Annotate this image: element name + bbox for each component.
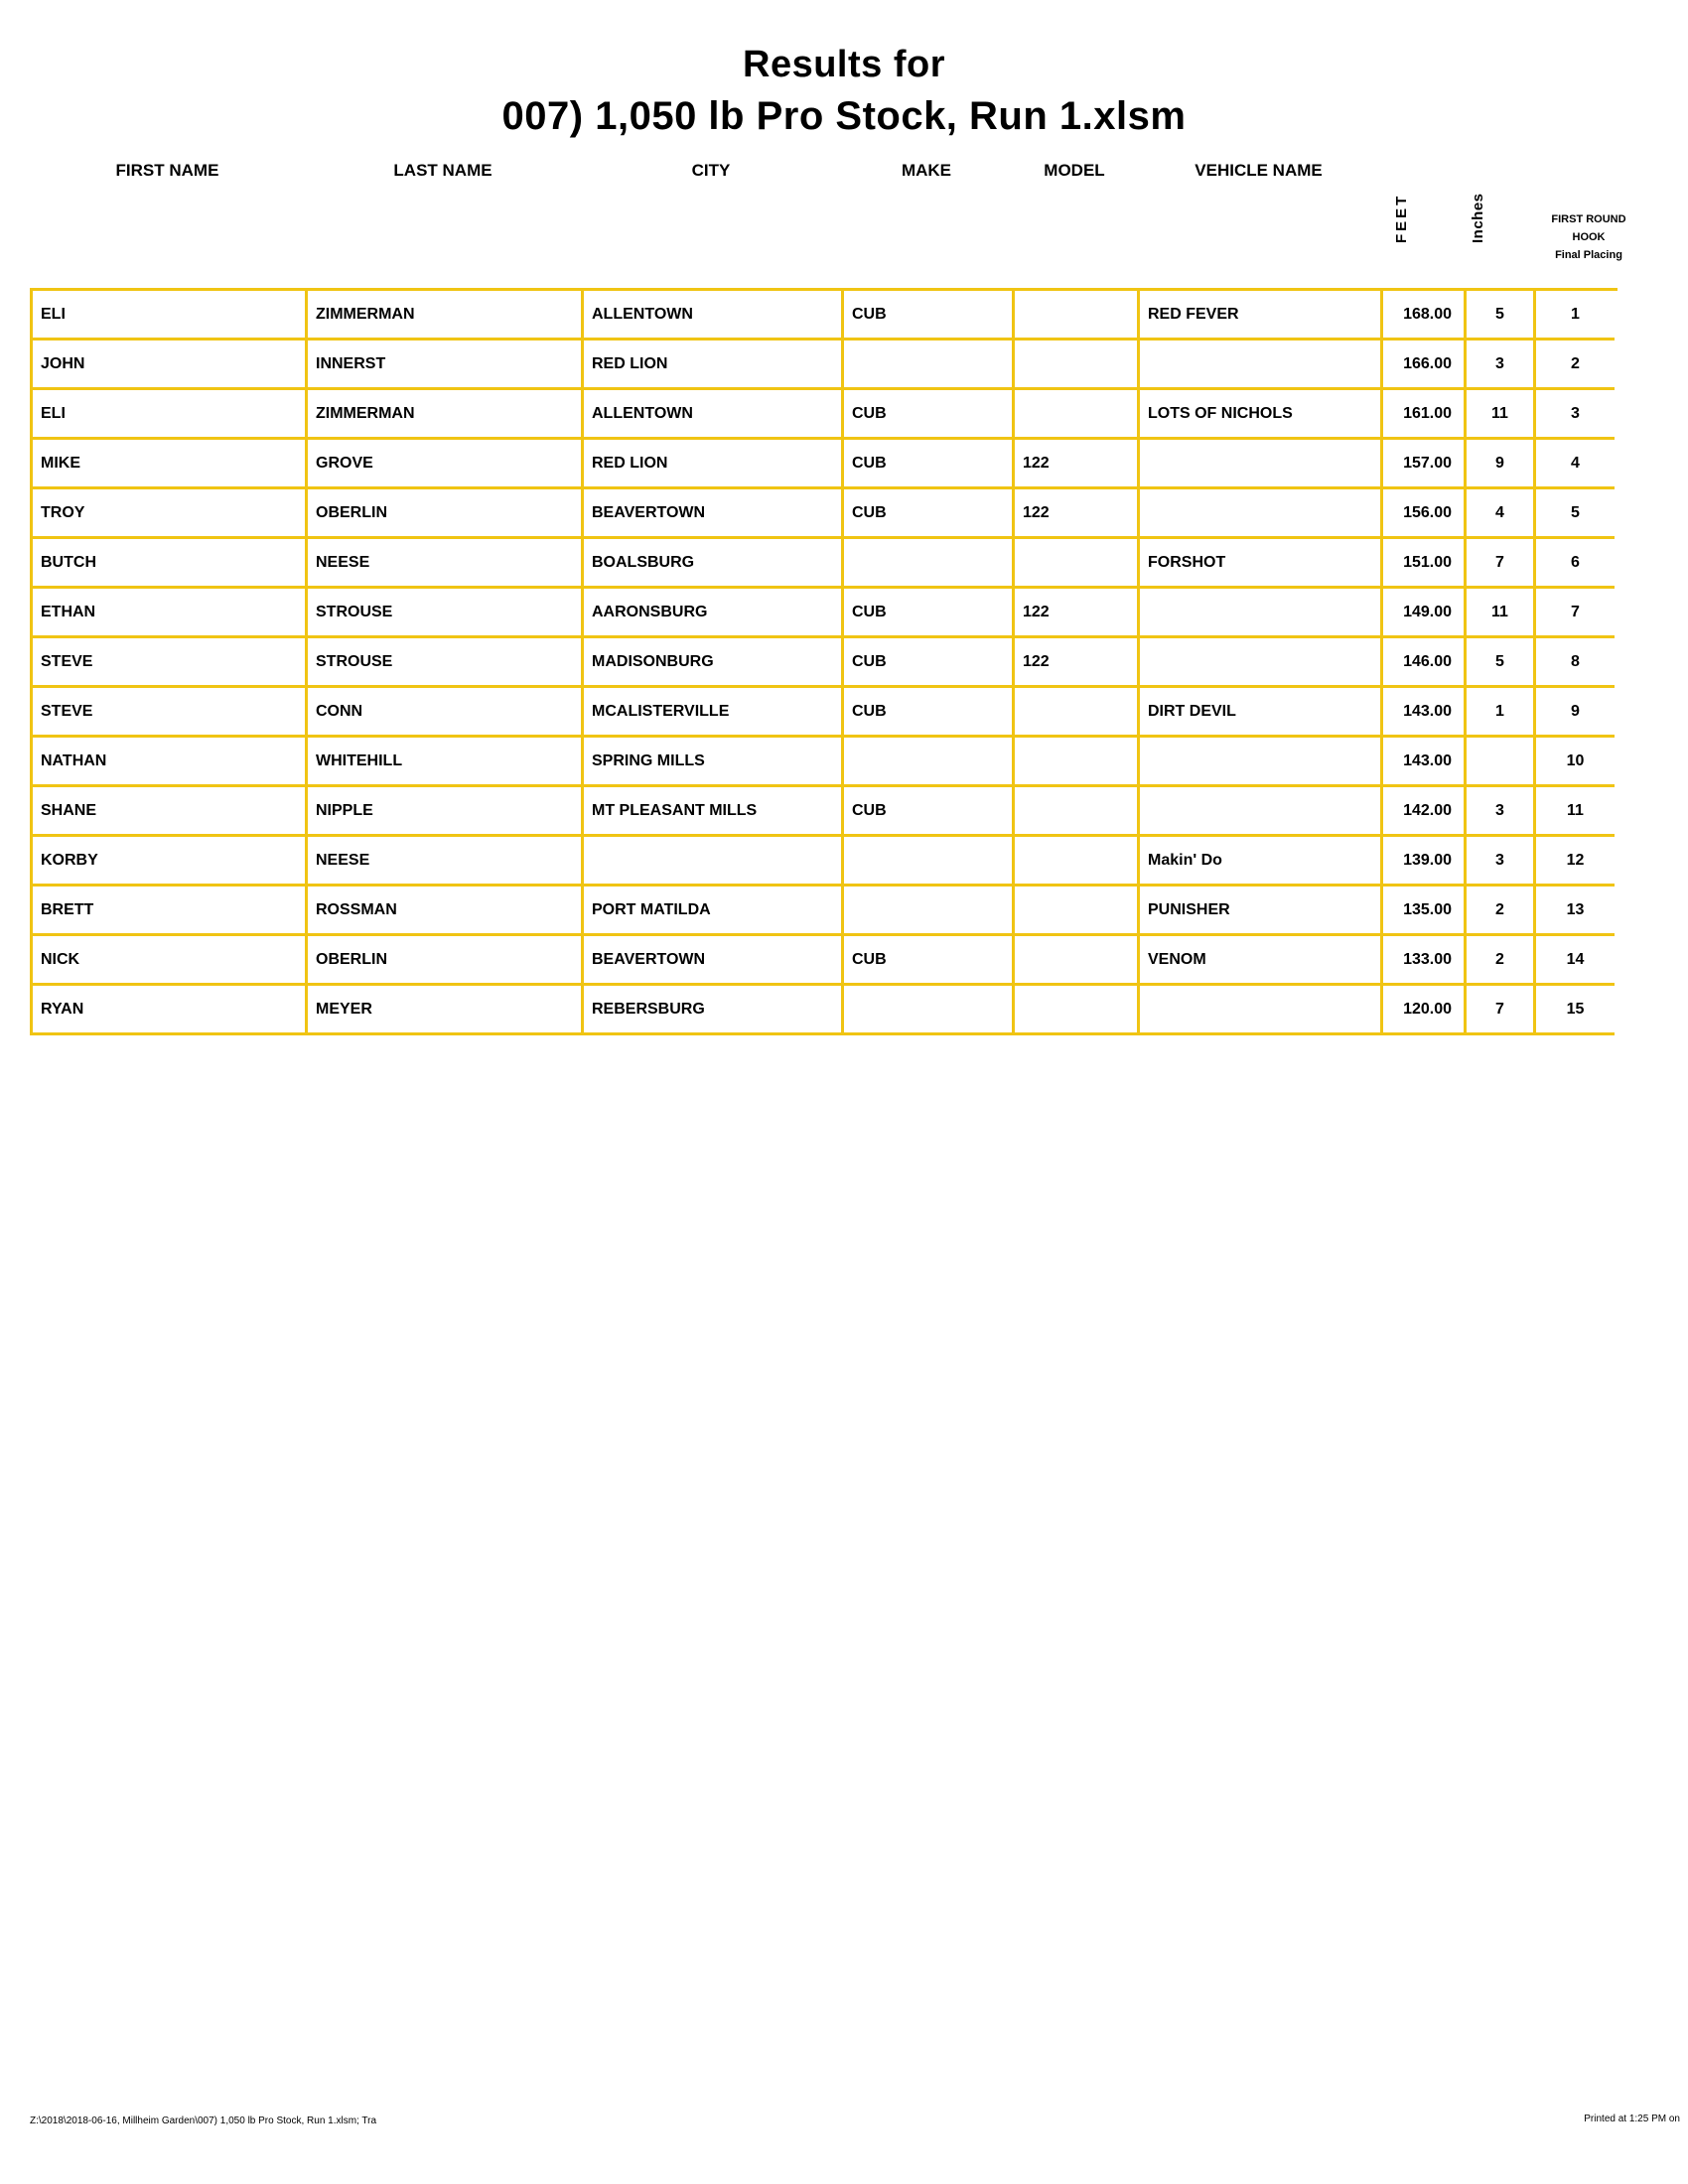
table-cell-city: BEAVERTOWN — [581, 936, 841, 986]
table-cell-vehicle_name — [1137, 440, 1380, 489]
table-cell-city: RED LION — [581, 341, 841, 390]
table-cell-vehicle_name: VENOM — [1137, 936, 1380, 986]
table-cell-inches: 11 — [1464, 589, 1533, 638]
table-cell-vehicle_name — [1137, 638, 1380, 688]
page-title — [0, 44, 1688, 139]
table-cell-make: CUB — [841, 489, 1012, 539]
table-cell-first_name: MIKE — [30, 440, 305, 489]
results-table — [30, 288, 1618, 1035]
table-cell-city: ALLENTOWN — [581, 390, 841, 440]
table-cell-model — [1012, 787, 1137, 837]
table-cell-city: ALLENTOWN — [581, 291, 841, 341]
table-cell-feet: 168.00 — [1380, 291, 1464, 341]
table-cell-feet: 151.00 — [1380, 539, 1464, 589]
table-cell-vehicle_name — [1137, 787, 1380, 837]
table-cell-city: MADISONBURG — [581, 638, 841, 688]
table-cell-make — [841, 341, 1012, 390]
footer-file-path: Z:\2018\2018-06-16, Millheim Garden\007) 1,050 lb Pro Stock, Run 1.xlsm; Tra — [30, 2116, 377, 2126]
table-cell-final_placing: 8 — [1533, 638, 1615, 688]
table-cell-inches: 3 — [1464, 341, 1533, 390]
table-cell-model — [1012, 936, 1137, 986]
table-cell-final_placing: 14 — [1533, 936, 1615, 986]
table-cell-inches: 4 — [1464, 489, 1533, 539]
title-line-2: 007) 1,050 lb Pro Stock, Run 1.xlsm — [501, 94, 1187, 138]
table-cell-final_placing: 15 — [1533, 986, 1615, 1035]
table-cell-final_placing: 13 — [1533, 887, 1615, 936]
table-cell-inches: 5 — [1464, 291, 1533, 341]
table-cell-vehicle_name: PUNISHER — [1137, 887, 1380, 936]
table-cell-last_name: ZIMMERMAN — [305, 390, 581, 440]
table-cell-city: MCALISTERVILLE — [581, 688, 841, 738]
table-cell-model: 122 — [1012, 489, 1137, 539]
table-cell-feet: 143.00 — [1380, 688, 1464, 738]
table-cell-first_name: NICK — [30, 936, 305, 986]
table-cell-city: REBERSBURG — [581, 986, 841, 1035]
table-cell-last_name: GROVE — [305, 440, 581, 489]
table-cell-inches: 2 — [1464, 887, 1533, 936]
table-cell-city: MT PLEASANT MILLS — [581, 787, 841, 837]
table-cell-final_placing: 11 — [1533, 787, 1615, 837]
table-cell-final_placing: 5 — [1533, 489, 1615, 539]
column-header-final-placing — [1533, 210, 1644, 264]
table-cell-vehicle_name: RED FEVER — [1137, 291, 1380, 341]
table-cell-last_name: NEESE — [305, 837, 581, 887]
column-header-feet-rotated: FEET — [1393, 193, 1410, 243]
table-cell-inches: 3 — [1464, 787, 1533, 837]
table-cell-inches: 1 — [1464, 688, 1533, 738]
table-cell-feet: 135.00 — [1380, 887, 1464, 936]
table-cell-inches: 3 — [1464, 837, 1533, 887]
table-cell-city: BOALSBURG — [581, 539, 841, 589]
table-cell-model: 122 — [1012, 589, 1137, 638]
table-cell-city: AARONSBURG — [581, 589, 841, 638]
table-cell-city — [581, 837, 841, 887]
table-cell-city: PORT MATILDA — [581, 887, 841, 936]
table-cell-feet: 156.00 — [1380, 489, 1464, 539]
table-cell-make: CUB — [841, 936, 1012, 986]
table-cell-first_name: RYAN — [30, 986, 305, 1035]
table-cell-vehicle_name — [1137, 489, 1380, 539]
table-cell-last_name: CONN — [305, 688, 581, 738]
table-cell-vehicle_name — [1137, 738, 1380, 787]
table-cell-make — [841, 539, 1012, 589]
table-cell-model — [1012, 539, 1137, 589]
table-cell-make — [841, 986, 1012, 1035]
column-header-vehicle-name: VEHICLE NAME — [1195, 161, 1323, 180]
table-cell-inches: 2 — [1464, 936, 1533, 986]
table-cell-city: BEAVERTOWN — [581, 489, 841, 539]
table-cell-inches: 11 — [1464, 390, 1533, 440]
table-cell-feet: 157.00 — [1380, 440, 1464, 489]
table-cell-last_name: MEYER — [305, 986, 581, 1035]
table-cell-last_name: INNERST — [305, 341, 581, 390]
table-cell-inches: 7 — [1464, 539, 1533, 589]
table-cell-feet: 139.00 — [1380, 837, 1464, 887]
column-header-last-name: LAST NAME — [393, 161, 492, 180]
table-cell-vehicle_name: DIRT DEVIL — [1137, 688, 1380, 738]
table-cell-last_name: NIPPLE — [305, 787, 581, 837]
table-cell-first_name: BUTCH — [30, 539, 305, 589]
table-cell-final_placing: 1 — [1533, 291, 1615, 341]
table-cell-feet: 166.00 — [1380, 341, 1464, 390]
table-cell-make: CUB — [841, 787, 1012, 837]
table-cell-last_name: ZIMMERMAN — [305, 291, 581, 341]
table-cell-make — [841, 837, 1012, 887]
table-cell-first_name: BRETT — [30, 887, 305, 936]
title-line-1: Results for — [743, 44, 945, 85]
table-cell-city: SPRING MILLS — [581, 738, 841, 787]
table-cell-model — [1012, 986, 1137, 1035]
table-cell-make: CUB — [841, 589, 1012, 638]
table-cell-last_name: OBERLIN — [305, 489, 581, 539]
table-cell-first_name: TROY — [30, 489, 305, 539]
final-placing-line-2: HOOK — [1572, 231, 1606, 243]
table-cell-first_name: SHANE — [30, 787, 305, 837]
table-cell-feet: 149.00 — [1380, 589, 1464, 638]
column-header-model: MODEL — [1044, 161, 1105, 180]
table-cell-first_name: NATHAN — [30, 738, 305, 787]
table-header-row — [30, 149, 1626, 288]
table-cell-feet: 120.00 — [1380, 986, 1464, 1035]
table-cell-vehicle_name: FORSHOT — [1137, 539, 1380, 589]
table-cell-final_placing: 7 — [1533, 589, 1615, 638]
table-cell-last_name: STROUSE — [305, 638, 581, 688]
table-cell-first_name: ELI — [30, 390, 305, 440]
table-cell-model — [1012, 837, 1137, 887]
column-header-city: CITY — [691, 161, 731, 180]
table-cell-make — [841, 887, 1012, 936]
final-placing-line-3: Final Placing — [1555, 249, 1622, 261]
table-cell-last_name: WHITEHILL — [305, 738, 581, 787]
table-cell-final_placing: 6 — [1533, 539, 1615, 589]
table-cell-feet: 133.00 — [1380, 936, 1464, 986]
table-cell-first_name: ETHAN — [30, 589, 305, 638]
table-cell-make: CUB — [841, 440, 1012, 489]
column-header-make: MAKE — [901, 161, 952, 180]
table-cell-final_placing: 4 — [1533, 440, 1615, 489]
table-cell-last_name: NEESE — [305, 539, 581, 589]
table-cell-model — [1012, 341, 1137, 390]
table-cell-last_name: ROSSMAN — [305, 887, 581, 936]
table-cell-final_placing: 3 — [1533, 390, 1615, 440]
table-cell-inches: 9 — [1464, 440, 1533, 489]
table-cell-last_name: OBERLIN — [305, 936, 581, 986]
table-cell-vehicle_name: Makin' Do — [1137, 837, 1380, 887]
table-cell-vehicle_name — [1137, 986, 1380, 1035]
table-cell-feet: 142.00 — [1380, 787, 1464, 837]
final-placing-line-1: FIRST ROUND — [1551, 213, 1626, 225]
table-cell-feet: 143.00 — [1380, 738, 1464, 787]
table-cell-first_name: JOHN — [30, 341, 305, 390]
table-cell-vehicle_name — [1137, 341, 1380, 390]
table-cell-model — [1012, 291, 1137, 341]
table-cell-make: CUB — [841, 688, 1012, 738]
table-cell-make: CUB — [841, 390, 1012, 440]
table-cell-final_placing: 10 — [1533, 738, 1615, 787]
table-cell-make: CUB — [841, 291, 1012, 341]
table-cell-model — [1012, 887, 1137, 936]
table-cell-make — [841, 738, 1012, 787]
table-cell-make: CUB — [841, 638, 1012, 688]
table-cell-final_placing: 12 — [1533, 837, 1615, 887]
table-cell-feet: 161.00 — [1380, 390, 1464, 440]
table-cell-inches: 7 — [1464, 986, 1533, 1035]
table-cell-inches: 5 — [1464, 638, 1533, 688]
table-cell-model: 122 — [1012, 638, 1137, 688]
table-cell-model — [1012, 390, 1137, 440]
table-cell-inches — [1464, 738, 1533, 787]
table-cell-first_name: ELI — [30, 291, 305, 341]
table-cell-first_name: KORBY — [30, 837, 305, 887]
table-cell-vehicle_name: LOTS OF NICHOLS — [1137, 390, 1380, 440]
table-cell-final_placing: 2 — [1533, 341, 1615, 390]
column-header-inches-rotated: Inches — [1470, 193, 1486, 243]
table-cell-feet: 146.00 — [1380, 638, 1464, 688]
table-cell-first_name: STEVE — [30, 638, 305, 688]
table-cell-last_name: STROUSE — [305, 589, 581, 638]
footer-printed-time: Printed at 1:25 PM on — [1584, 2114, 1680, 2124]
column-header-first-name: FIRST NAME — [115, 161, 219, 180]
table-cell-city: RED LION — [581, 440, 841, 489]
table-cell-model — [1012, 688, 1137, 738]
table-cell-first_name: STEVE — [30, 688, 305, 738]
table-cell-vehicle_name — [1137, 589, 1380, 638]
table-cell-model: 122 — [1012, 440, 1137, 489]
table-cell-final_placing: 9 — [1533, 688, 1615, 738]
table-cell-model — [1012, 738, 1137, 787]
